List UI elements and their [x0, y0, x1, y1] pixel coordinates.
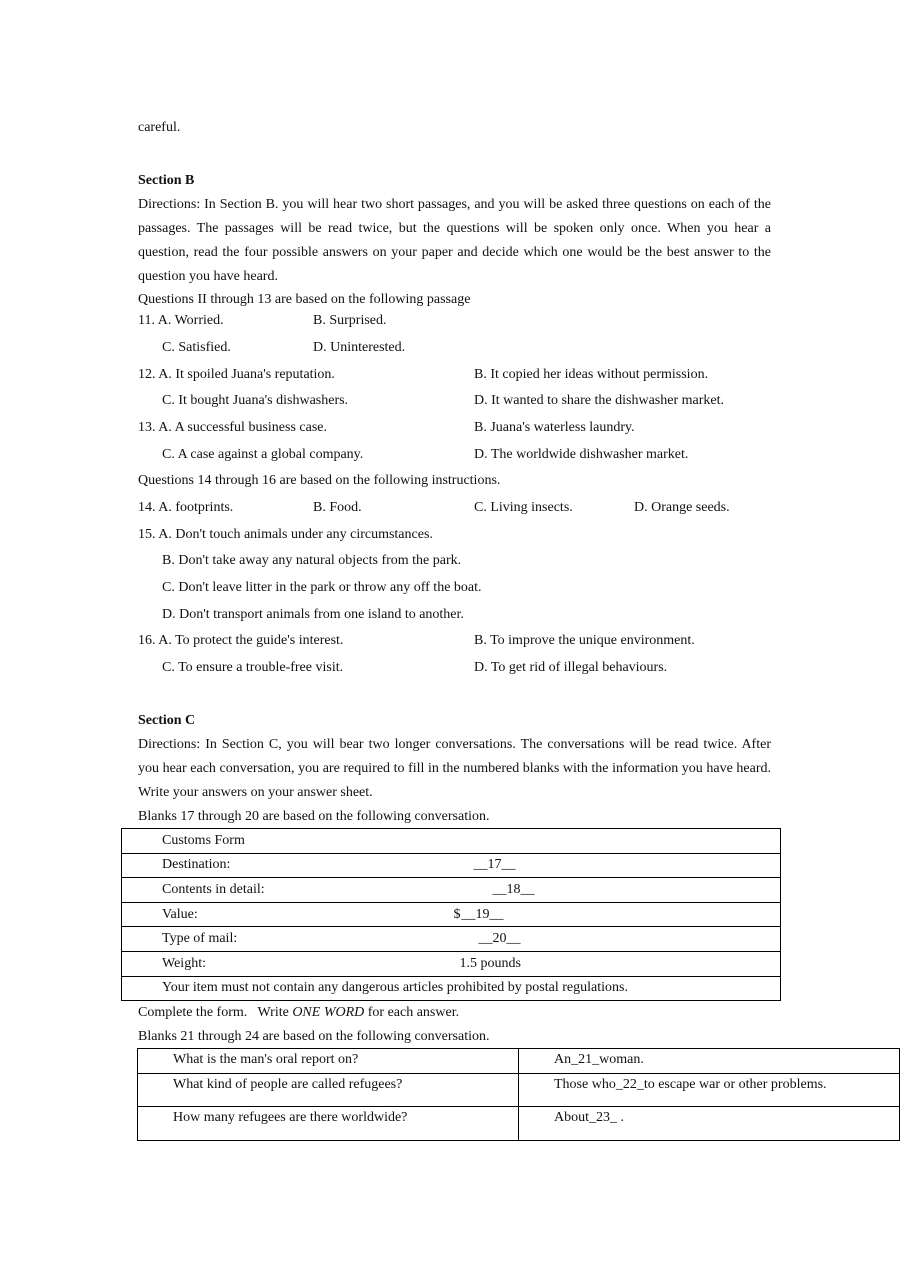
- table-row: [138, 1107, 900, 1141]
- table-answer: About_23_ .: [519, 1107, 900, 1141]
- refugee-table: [137, 1048, 900, 1141]
- q12-option-b: B. It copied her ideas without permission.: [474, 367, 709, 382]
- section-c-heading: Section C: [138, 713, 196, 728]
- section-b-intro-1: Questions II through 13 are based on the following passage: [138, 292, 471, 307]
- table-question: What is the man's oral report on?: [138, 1049, 519, 1074]
- q11-option-d: D. Uninterested.: [313, 340, 406, 355]
- table-row: [122, 853, 781, 878]
- form-label: Weight:: [162, 955, 206, 971]
- q14-option-c: C. Living insects.: [474, 500, 573, 515]
- form-blank: __19__: [461, 906, 504, 922]
- top-fragment: careful.: [138, 120, 181, 135]
- section-b-heading: Section B: [138, 173, 195, 188]
- table-answer: An_21_woman.: [519, 1049, 900, 1074]
- complete-instruction: Complete the form. Write ONE WORD for each answer.: [138, 1005, 460, 1020]
- form-label: Contents in detail:: [162, 881, 265, 897]
- q13-option-d: D. The worldwide dishwasher market.: [474, 447, 689, 462]
- form-label: Value:: [162, 906, 198, 922]
- q13-option-c: C. A case against a global company.: [162, 447, 364, 462]
- q12-option-d: D. It wanted to share the dishwasher market.: [474, 393, 724, 408]
- q14-option-d: D. Orange seeds.: [634, 500, 730, 515]
- form-label: Type of mail:: [162, 931, 238, 947]
- q16-option-a: 16. A. To protect the guide's interest.: [138, 633, 344, 648]
- section-b-directions: Directions: In Section B. you will hear two short passages, and you will be asked three questions on each of the passages. The passages will be read twice, but the questions will be spoken only once. When you hear a question, read the four possible answers on your paper and decide which one would be the best answer to the question you have heard.: [138, 197, 771, 284]
- q13-option-b: B. Juana's waterless laundry.: [474, 420, 635, 435]
- table-question: How many refugees are there worldwide?: [138, 1107, 519, 1141]
- section-b-intro-2: Questions 14 through 16 are based on the following instructions.: [138, 473, 501, 488]
- q11-option-a: 11. A. Worried.: [138, 313, 224, 328]
- form-value: 1.5 pounds: [459, 955, 521, 971]
- table-row: [122, 976, 781, 1001]
- table-row: [122, 951, 781, 976]
- q15-option-b: B. Don't take away any natural objects from the park.: [162, 553, 462, 568]
- section-c-intro-1: Blanks 17 through 20 are based on the following conversation.: [138, 809, 490, 824]
- q12-option-a: 12. A. It spoiled Juana's reputation.: [138, 367, 335, 382]
- section-c-intro-2: Blanks 21 through 24 are based on the following conversation.: [138, 1029, 490, 1044]
- table-row: [122, 902, 781, 927]
- table-row: [138, 1074, 900, 1107]
- q15-option-d: D. Don't transport animals from one island to another.: [162, 607, 464, 622]
- table-row: [138, 1049, 900, 1074]
- q15-option-a: 15. A. Don't touch animals under any circumstances.: [138, 527, 433, 542]
- q12-option-c: C. It bought Juana's dishwashers.: [162, 393, 349, 408]
- q14-option-b: B. Food.: [313, 500, 362, 515]
- customs-form-table: [121, 828, 781, 1001]
- q16-option-c: C. To ensure a trouble-free visit.: [162, 660, 344, 675]
- q16-option-d: D. To get rid of illegal behaviours.: [474, 660, 668, 675]
- form-label: Destination:: [162, 857, 231, 873]
- section-c-directions: Directions: In Section C, you will bear two longer conversations. The conversations will be read twice. After you hear each conversation, you are required to fill in the numbered blanks with the information you have heard. Write your answers on your answer sheet.: [138, 737, 771, 800]
- q15-option-c: C. Don't leave litter in the park or throw any off the boat.: [162, 580, 482, 595]
- table-row: [122, 878, 781, 903]
- table-row: [122, 927, 781, 952]
- customs-form-note: Your item must not contain any dangerous articles prohibited by postal regulations.: [122, 976, 781, 1001]
- form-currency: $: [453, 906, 461, 922]
- table-row: [122, 829, 781, 854]
- form-blank: __20__: [478, 931, 521, 947]
- table-answer: Those who_22_to escape war or other problems.: [519, 1074, 900, 1107]
- q14-option-a: 14. A. footprints.: [138, 500, 234, 515]
- form-blank: __18__: [492, 881, 535, 897]
- form-blank: __17__: [473, 857, 516, 873]
- q11-option-b: B. Surprised.: [313, 313, 387, 328]
- q16-option-b: B. To improve the unique environment.: [474, 633, 695, 648]
- table-question: What kind of people are called refugees?: [138, 1074, 519, 1107]
- q13-option-a: 13. A. A successful business case.: [138, 420, 327, 435]
- q11-option-c: C. Satisfied.: [162, 340, 231, 355]
- customs-form-title: Customs Form: [122, 829, 781, 854]
